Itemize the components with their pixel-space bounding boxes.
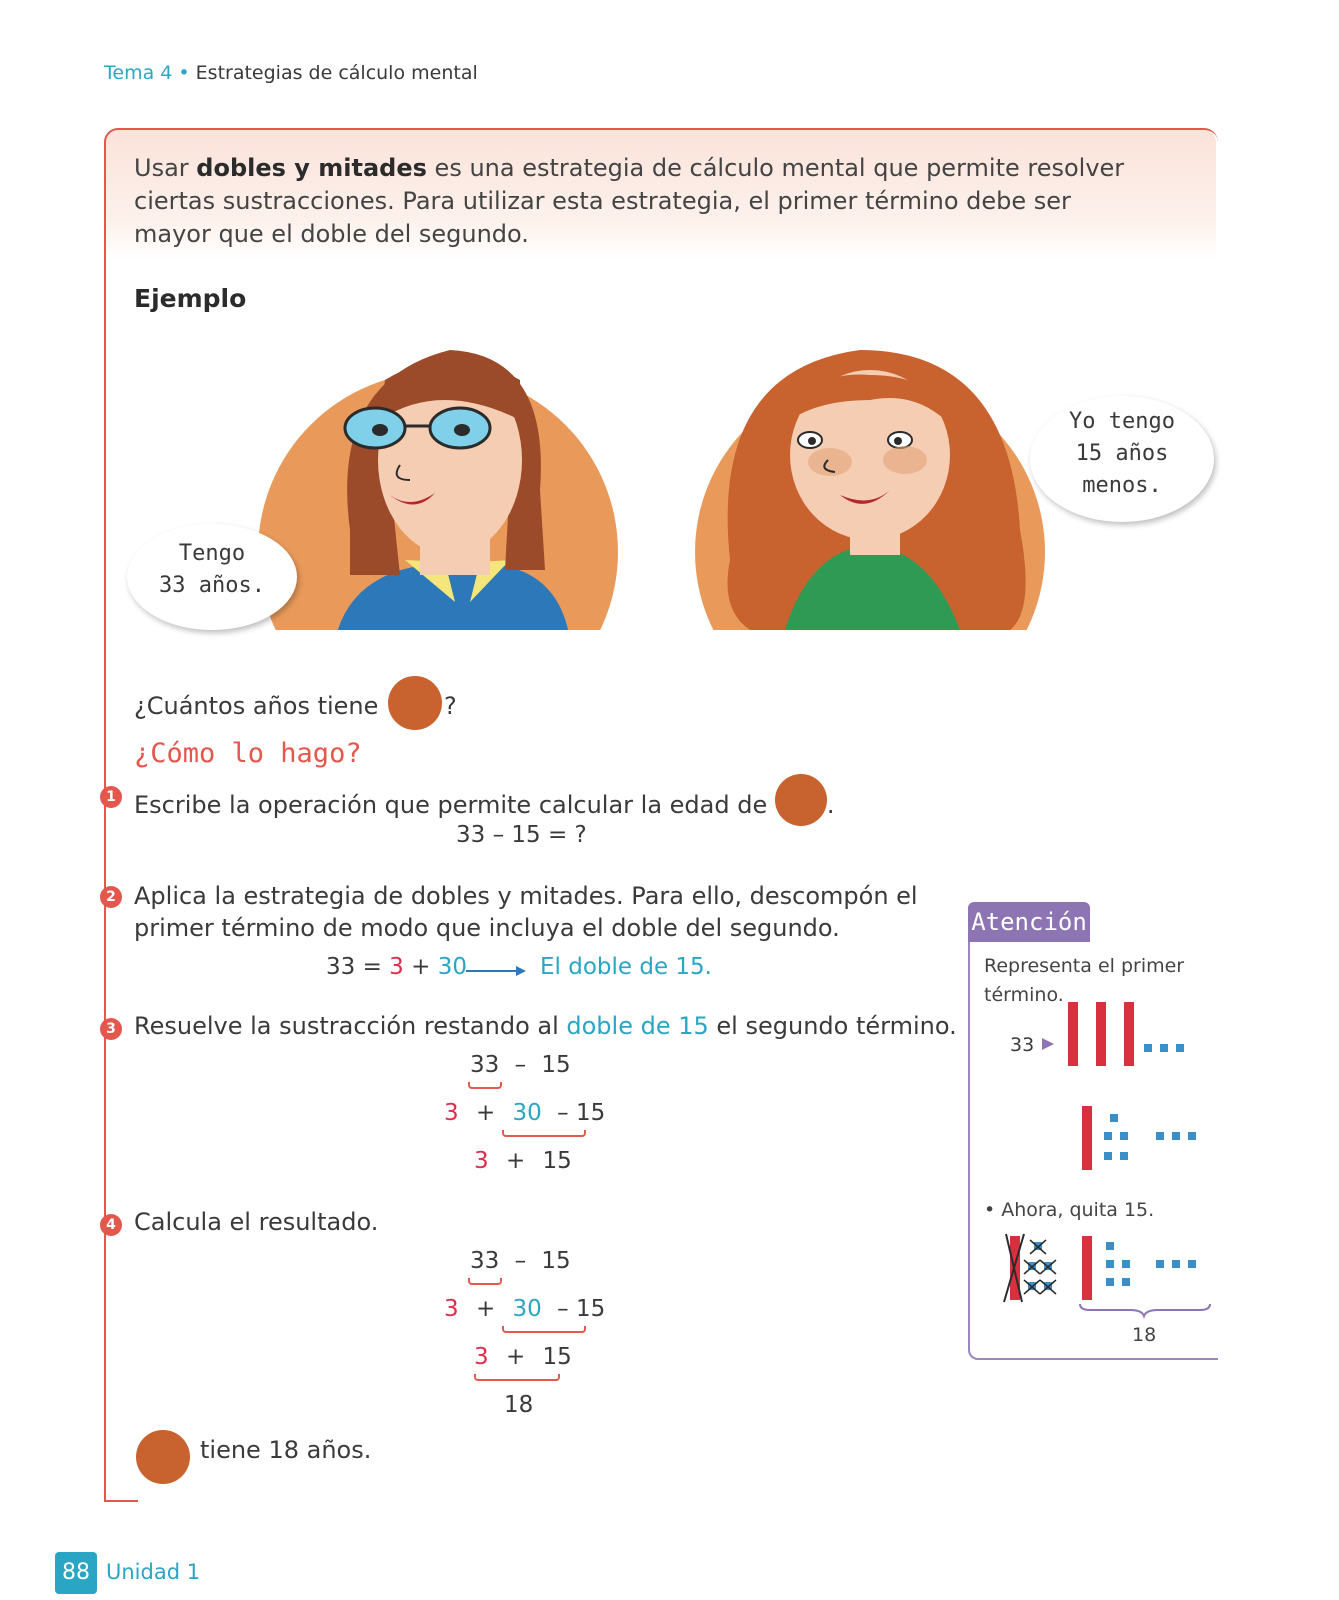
- intro-text-start: Usar: [134, 154, 197, 182]
- step-3-text-end: el segundo término.: [708, 1012, 957, 1040]
- how-to-heading: ¿Cómo lo hago?: [134, 738, 362, 769]
- calc2-brace-result: [474, 1374, 560, 1381]
- curly-hair-girl-illustration: [690, 330, 1070, 640]
- speech-bubble-left: [127, 524, 297, 630]
- calc1-plus-b: +: [505, 1148, 526, 1174]
- calc1-brace-30-15: [502, 1130, 586, 1137]
- woman-with-glasses-illustration: [240, 340, 620, 640]
- calc2-15: 15: [541, 1248, 571, 1274]
- triangle-right-icon: [1040, 1036, 1056, 1052]
- base-ten-blocks-illustration: [1060, 1000, 1220, 1370]
- girl-face-icon: [136, 1430, 190, 1484]
- topic-number: Tema 4: [104, 62, 173, 84]
- page-header: [104, 62, 478, 84]
- step-1-number: 1: [100, 786, 122, 808]
- bubble-right-line3: menos.: [1082, 473, 1162, 498]
- calc2-brace-30-15: [502, 1326, 586, 1333]
- calc2-thirty: 30: [512, 1296, 542, 1322]
- topic-title: Estrategias de cálculo mental: [195, 62, 478, 84]
- intro-text-end: es una estrategia de cálculo mental que permite resolver ciertas sustracciones. Para utilizar esta estrategia, el primer término debe ser mayor que el doble del segundo.: [134, 154, 1125, 248]
- frame-bottom-line: [104, 1500, 138, 1502]
- calc2-plus: +: [475, 1296, 496, 1322]
- intro-paragraph: [134, 152, 1134, 251]
- calc1-line3: [474, 1148, 572, 1174]
- decomp-thirty: 30: [437, 954, 467, 980]
- double-note: El doble de 15.: [540, 954, 712, 980]
- calc2-result: 18: [504, 1392, 534, 1418]
- step-3-number: 3: [100, 1018, 122, 1040]
- girl-face-icon: [388, 676, 442, 730]
- calc1-minus: –: [514, 1052, 527, 1078]
- calc1-15: 15: [541, 1052, 571, 1078]
- step-3-text-start: Resuelve la sustracción restando al: [134, 1012, 567, 1040]
- attention-title: Atención: [968, 902, 1090, 942]
- step-3-highlight: doble de 15: [566, 1012, 709, 1040]
- calc2-15-b: 15: [542, 1344, 572, 1370]
- calc1-thirty: 30: [512, 1100, 542, 1126]
- decomp-plus: +: [411, 954, 431, 980]
- calc1-line1: [470, 1052, 571, 1078]
- calc1-three: 3: [444, 1100, 459, 1126]
- bubble-right-line1: Yo tengo: [1069, 409, 1175, 434]
- example-heading: Ejemplo: [134, 284, 247, 313]
- girl-face-icon: [775, 774, 827, 826]
- bubble-left-line2: 33 años.: [159, 573, 265, 598]
- calc2-minus: –: [514, 1248, 527, 1274]
- calc2-minus15: – 15: [557, 1296, 606, 1322]
- attention-text: Representa el primer término.: [984, 955, 1185, 1006]
- operation-equation: 33 – 15 = ?: [456, 822, 587, 848]
- step-4-number: 4: [100, 1214, 122, 1236]
- calc2-line1: [470, 1248, 571, 1274]
- conclusion-text: tiene 18 años.: [200, 1436, 372, 1464]
- calc2-33: 33: [470, 1248, 500, 1274]
- decomposition-equation: [326, 954, 467, 980]
- step-1-period: .: [826, 791, 835, 819]
- arrow-right-icon: [466, 964, 526, 978]
- speech-bubble-right: [1030, 396, 1214, 522]
- question-line: [134, 680, 457, 734]
- question-text: ¿Cuántos años tiene: [134, 692, 379, 720]
- crossed-blocks-illustration: [1000, 1232, 1070, 1312]
- calc1-33: 33: [470, 1052, 500, 1078]
- decomp-three: 3: [389, 954, 404, 980]
- intro-bold-term: dobles y mitades: [196, 154, 427, 182]
- step-1-label: Escribe la operación que permite calcular la edad de: [134, 791, 768, 819]
- calc1-brace-33: [468, 1082, 502, 1089]
- bubble-left-line1: Tengo: [178, 541, 246, 566]
- calc2-line2: [444, 1296, 605, 1322]
- calc1-plus: +: [475, 1100, 496, 1126]
- step-2-text: Aplica la estrategia de dobles y mitades. Para ello, descompón el primer término de modo que incluya el doble del segundo.: [134, 882, 918, 942]
- header-separator: •: [178, 62, 190, 84]
- question-mark: ?: [444, 692, 457, 720]
- step-4-text: Calcula el resultado.: [134, 1208, 379, 1236]
- bubble-right-line2: 15 años: [1075, 441, 1169, 466]
- calc2-brace-33: [468, 1278, 502, 1285]
- label-18: 18: [1132, 1324, 1157, 1346]
- calc2-three: 3: [444, 1296, 459, 1322]
- step-2-number: 2: [100, 886, 122, 908]
- calc2-plus-b: +: [505, 1344, 526, 1370]
- calc1-15-b: 15: [542, 1148, 572, 1174]
- unit-label: Unidad 1: [106, 1560, 201, 1584]
- attention-remove-text: • Ahora, quita 15.: [984, 1199, 1155, 1221]
- calc2-three-b: 3: [474, 1344, 489, 1370]
- decomp-lhs: 33 =: [326, 954, 382, 980]
- label-33: 33: [1010, 1034, 1035, 1056]
- page-number: 88: [55, 1552, 97, 1594]
- calc1-three-b: 3: [474, 1148, 489, 1174]
- calc2-line3: [474, 1344, 572, 1370]
- step-3-text: [134, 1012, 957, 1040]
- calc1-line2: [444, 1100, 605, 1126]
- calc1-minus15: – 15: [557, 1100, 606, 1126]
